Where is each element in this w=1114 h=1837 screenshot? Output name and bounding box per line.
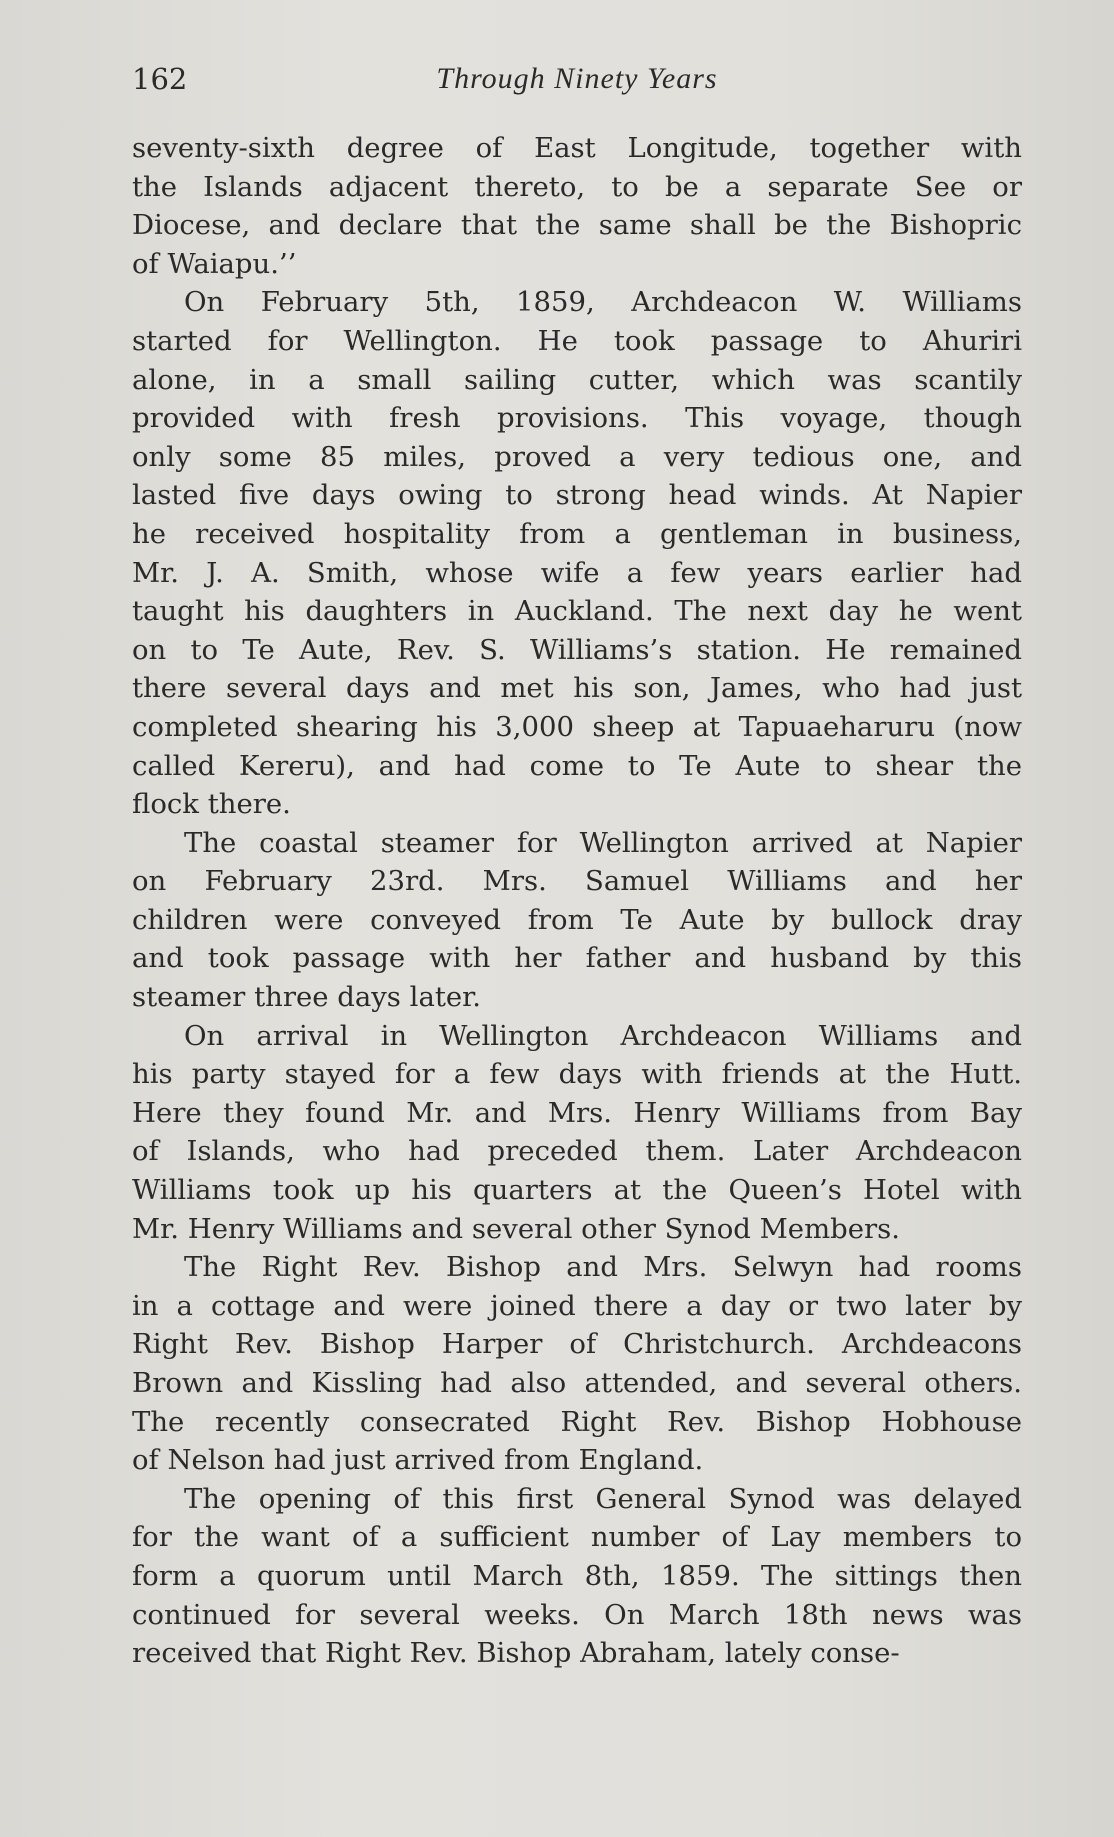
- paragraph: [132, 1480, 1022, 1673]
- text-line: on to Te Aute, Rev. S. Williams’s station. He remained: [132, 633, 1022, 666]
- text-line: started for Wellington. He took passage to Ahuriri: [132, 324, 1022, 357]
- text-line: in a cottage and were joined there a day or two later by: [132, 1289, 1022, 1322]
- text-line: The coastal steamer for Wellington arrived at Napier: [184, 826, 1022, 859]
- text-line: The opening of this first General Synod was delayed: [184, 1482, 1022, 1515]
- text-line: alone, in a small sailing cutter, which was scantily: [132, 363, 1022, 396]
- text-line: Right Rev. Bishop Harper of Christchurch. Archdeacons: [132, 1328, 1022, 1361]
- text-line: the Islands adjacent thereto, to be a separate See or: [132, 170, 1022, 203]
- text-line: for the want of a sufficient number of Lay members to: [132, 1521, 1022, 1554]
- text-line: continued for several weeks. On March 18th news was: [132, 1598, 1022, 1631]
- body-text: [132, 129, 1022, 1673]
- text-line: form a quorum until March 8th, 1859. The sittings then: [132, 1559, 1022, 1592]
- text-line: Williams took up his quarters at the Queen’s Hotel with: [132, 1174, 1022, 1207]
- text-line: he received hospitality from a gentleman in business,: [132, 517, 1022, 550]
- text-line: of Nelson had just arrived from England.: [132, 1444, 704, 1477]
- text-line: children were conveyed from Te Aute by bullock dray: [132, 903, 1022, 936]
- running-title: Through Ninety Years: [436, 62, 718, 95]
- page-number: 162: [132, 62, 188, 96]
- text-line: and took passage with her father and husband by this: [132, 942, 1022, 975]
- text-line: of Waiapu.’’: [132, 247, 297, 280]
- text-line: his party stayed for a few days with friends at the Hutt.: [132, 1058, 1022, 1091]
- text-line: there several days and met his son, James, who had just: [132, 672, 1022, 705]
- text-line: of Islands, who had preceded them. Later Archdeacon: [132, 1135, 1022, 1168]
- paragraph: [132, 283, 1022, 823]
- text-line: steamer three days later.: [132, 981, 482, 1014]
- text-line: On February 5th, 1859, Archdeacon W. Williams: [184, 286, 1022, 319]
- paragraph: [132, 129, 1022, 283]
- text-line: The Right Rev. Bishop and Mrs. Selwyn had rooms: [184, 1251, 1022, 1284]
- text-line: Diocese, and declare that the same shall be the Bishopric: [132, 209, 1022, 242]
- paragraph: [132, 824, 1022, 1017]
- text-line: only some 85 miles, proved a very tedious one, and: [132, 440, 1022, 473]
- paragraph: [132, 1248, 1022, 1480]
- page-header: [132, 62, 1022, 110]
- text-line: seventy-sixth degree of East Longitude, together with: [132, 132, 1022, 164]
- text-line: lasted five days owing to strong head winds. At Napier: [132, 479, 1022, 512]
- text-line: Brown and Kissling had also attended, and several others.: [132, 1367, 1022, 1399]
- text-line: received that Right Rev. Bishop Abraham, lately conse-: [132, 1637, 900, 1670]
- text-line: Mr. Henry Williams and several other Synod Members.: [132, 1212, 901, 1245]
- text-line: On arrival in Wellington Archdeacon Williams and: [184, 1019, 1022, 1052]
- text-line: Here they found Mr. and Mrs. Henry Williams from Bay: [132, 1096, 1022, 1129]
- text-line: Mr. J. A. Smith, whose wife a few years earlier had: [132, 556, 1022, 589]
- text-line: taught his daughters in Auckland. The next day he went: [132, 595, 1022, 628]
- text-line: on February 23rd. Mrs. Samuel Williams and her: [132, 865, 1022, 898]
- text-line: called Kereru), and had come to Te Aute to shear the: [132, 749, 1022, 782]
- text-line: provided with fresh provisions. This voyage, though: [132, 402, 1022, 435]
- text-line: completed shearing his 3,000 sheep at Tapuaeharuru (now: [132, 710, 1022, 743]
- text-line: The recently consecrated Right Rev. Bishop Hobhouse: [132, 1405, 1022, 1438]
- text-line: flock there.: [132, 788, 291, 821]
- paragraph: [132, 1017, 1022, 1249]
